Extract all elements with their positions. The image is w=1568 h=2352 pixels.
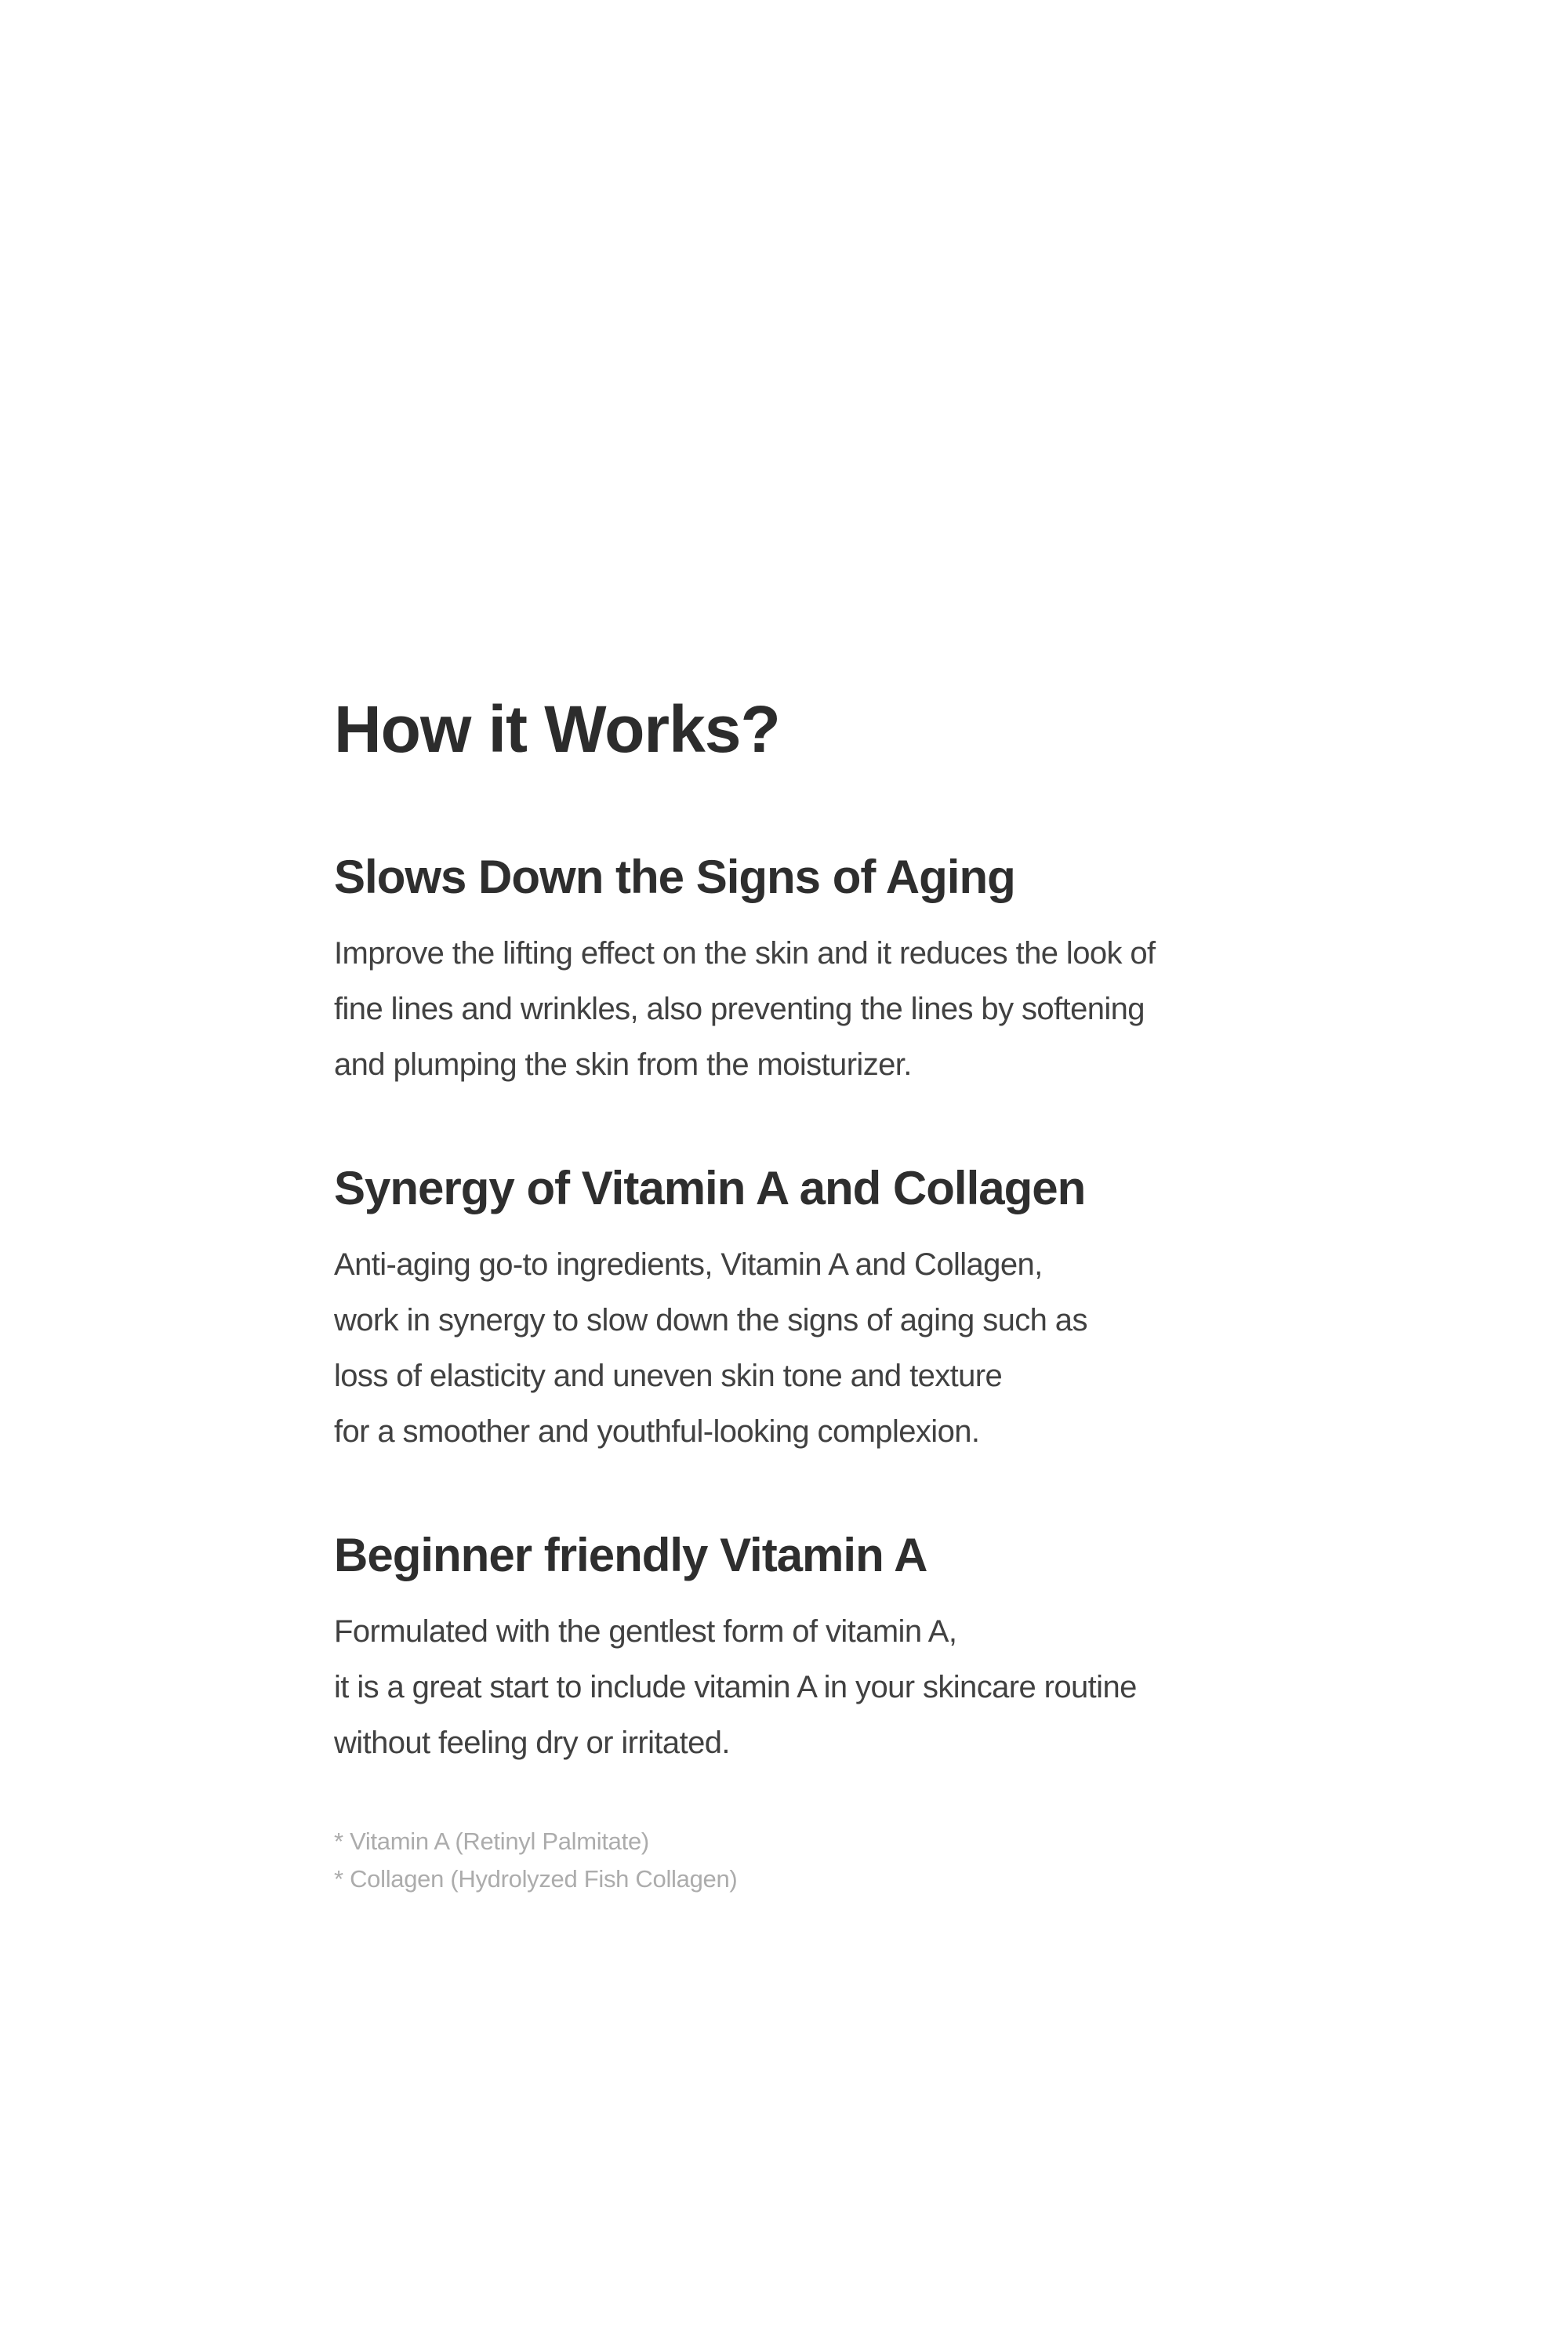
section-paragraph (334, 1604, 1432, 1771)
section-heading: Synergy of Vitamin A and Collagen (334, 1161, 1086, 1214)
section-heading: Slows Down the Signs of Aging (334, 850, 1015, 903)
section-slows-down-aging (334, 849, 1432, 1093)
section-synergy-vitamin-a-collagen (334, 1160, 1432, 1460)
section-paragraph (334, 1237, 1432, 1460)
body-line: work in synergy to slow down the signs of aging such as (334, 1302, 1087, 1338)
section-heading: Beginner friendly Vitamin A (334, 1528, 927, 1581)
section-beginner-friendly-vitamin-a (334, 1527, 1432, 1771)
body-line: Formulated with the gentlest form of vitamin A, (334, 1613, 957, 1649)
body-line: it is a great start to include vitamin A in your skincare routine (334, 1669, 1137, 1704)
body-line: without feeling dry or irritated. (334, 1725, 730, 1760)
how-it-works-content (334, 691, 1432, 1898)
body-line: Anti-aging go-to ingredients, Vitamin A and Collagen, (334, 1247, 1043, 1282)
body-line: for a smoother and youthful-looking complexion. (334, 1414, 980, 1449)
body-line: loss of elasticity and uneven skin tone and texture (334, 1358, 1003, 1393)
body-line: and plumping the skin from the moisturizer. (334, 1047, 912, 1082)
section-paragraph (334, 926, 1432, 1093)
page-title: How it Works? (334, 692, 780, 766)
body-line: fine lines and wrinkles, also preventing the lines by softening (334, 991, 1145, 1026)
body-line: Improve the lifting effect on the skin and it reduces the look of (334, 935, 1156, 971)
footnote-line: * Collagen (Hydrolyzed Fish Collagen) (334, 1864, 738, 1893)
footnote-line: * Vitamin A (Retinyl Palmitate) (334, 1827, 649, 1855)
ingredient-footnotes (334, 1823, 1432, 1898)
